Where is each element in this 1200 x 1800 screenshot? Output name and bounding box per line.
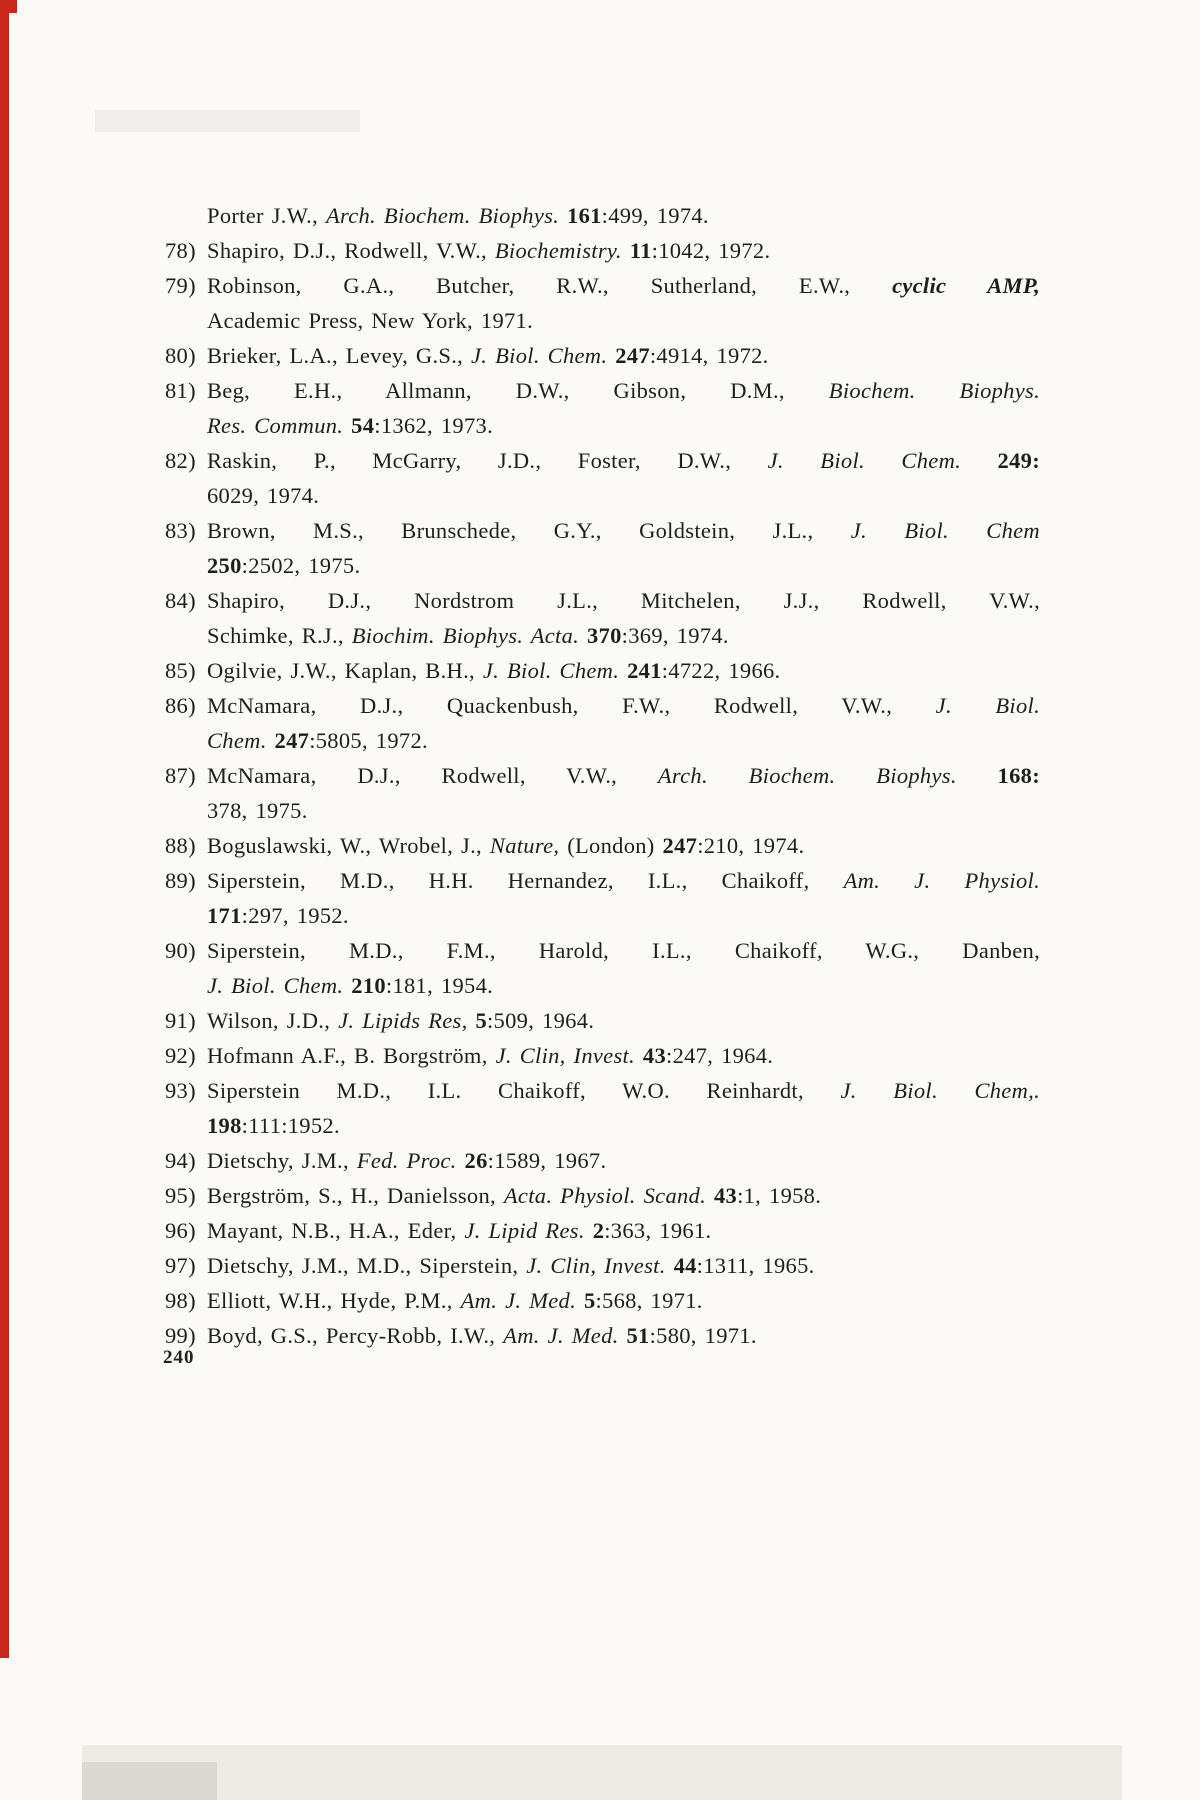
reference-text-segment: :210, 1974. — [697, 833, 805, 858]
reference-text-segment: Am. J. Med. — [460, 1288, 584, 1313]
reference-continuation-line — [165, 1108, 1040, 1143]
reference-text-segment: J. Biol. Chem — [850, 518, 1040, 543]
reference-text-segment: Shapiro, D.J., Nordstrom J.L., Mitchelen, J.J., Rodwell, V.W., — [207, 588, 1040, 613]
reference-text-segment: 247 — [662, 833, 698, 858]
reference-text-segment: 6029, 1974. — [207, 483, 320, 508]
reference-text-segment: 54 — [351, 413, 375, 438]
reference-text-segment: Raskin, P., McGarry, J.D., Foster, D.W., — [207, 448, 768, 473]
reference-line — [165, 268, 1040, 303]
reference-text-segment: 43 — [713, 1183, 738, 1208]
reference-number: 97) — [165, 1253, 196, 1278]
reference-text-segment: :247, 1964. — [666, 1043, 774, 1068]
reference-text-segment: Bergström, S., H., Danielsson, — [207, 1183, 504, 1208]
reference-item — [165, 1143, 1040, 1178]
reference-text-segment: Chem. — [207, 728, 275, 753]
reference-number: 85) — [165, 658, 196, 683]
reference-line — [165, 198, 1040, 233]
reference-text-segment: Brown, M.S., Brunschede, G.Y., Goldstein, J.L., — [207, 518, 851, 543]
reference-text-segment: Beg, E.H., Allmann, D.W., Gibson, D.M., — [207, 378, 829, 403]
reference-text-segment: 247 — [615, 343, 650, 368]
reference-number: 82) — [165, 448, 196, 473]
reference-item — [165, 338, 1040, 373]
reference-continuation-line — [165, 898, 1040, 933]
reference-continuation-line — [165, 478, 1040, 513]
reference-text-segment: J. Biol. Chem. — [470, 343, 616, 368]
reference-text-segment: Siperstein M.D., I.L. Chaikoff, W.O. Reinhardt, — [207, 1078, 841, 1103]
reference-item — [165, 933, 1040, 1003]
reference-text-segment: Nature, — [489, 833, 568, 858]
reference-text-segment: Biochemistry. — [494, 238, 630, 263]
reference-line — [165, 1283, 1040, 1318]
reference-number: 93) — [165, 1078, 196, 1103]
reference-text-segment: 43 — [642, 1043, 667, 1068]
reference-line — [165, 1038, 1040, 1073]
reference-line — [165, 863, 1040, 898]
reference-text-segment: Porter J.W., — [207, 203, 326, 228]
reference-number: 94) — [165, 1148, 196, 1173]
reference-number: 98) — [165, 1288, 196, 1313]
reference-number: 91) — [165, 1008, 196, 1033]
reference-item — [165, 233, 1040, 268]
reference-text-segment: Hofmann A.F., B. Borgström, — [207, 1043, 496, 1068]
page-number: 240 — [163, 1347, 195, 1368]
reference-text-segment: 168 — [997, 763, 1033, 788]
reference-number: 83) — [165, 518, 196, 543]
reference-number: 80) — [165, 343, 196, 368]
reference-line — [165, 653, 1040, 688]
reference-text-segment: 370 — [587, 623, 622, 648]
reference-line — [165, 373, 1040, 408]
reference-text-segment: J. Biol. Chem. — [207, 973, 352, 998]
reference-list — [165, 198, 1040, 1353]
reference-line — [165, 1073, 1040, 1108]
reference-text-segment: J. Clin, Invest. — [526, 1253, 674, 1278]
reference-number: 84) — [165, 588, 196, 613]
reference-line — [165, 933, 1040, 968]
reference-text-segment: :111:1952. — [241, 1113, 340, 1138]
reference-number: 89) — [165, 868, 196, 893]
reference-text-segment: : — [1032, 763, 1040, 788]
reference-number: 87) — [165, 763, 196, 788]
reference-number: 86) — [165, 693, 196, 718]
reference-text-segment: J. Clin, Invest. — [495, 1043, 643, 1068]
reference-item — [165, 1248, 1040, 1283]
reference-text-segment: Boguslawski, W., Wrobel, J., — [207, 833, 490, 858]
reference-line — [165, 233, 1040, 268]
reference-text-segment: 5 — [583, 1288, 596, 1313]
reference-text-segment: :499, 1974. — [601, 203, 709, 228]
reference-line — [165, 338, 1040, 373]
reference-text-segment: Biochem. Biophys. — [828, 378, 1040, 403]
reference-text-segment: 2 — [592, 1218, 605, 1243]
reference-item — [165, 443, 1040, 513]
reference-text-segment: 198 — [207, 1113, 242, 1138]
reference-item — [165, 653, 1040, 688]
reference-number: 78) — [165, 238, 196, 263]
reference-item — [165, 1318, 1040, 1353]
reference-text-segment: 44 — [673, 1253, 697, 1278]
reference-text-segment: 249 — [997, 448, 1033, 473]
reference-text-segment: J. Biol. Chem. — [482, 658, 628, 683]
reference-text-segment: Siperstein, M.D., H.H. Hernandez, I.L., Chaikoff, — [207, 868, 844, 893]
reference-item — [165, 1178, 1040, 1213]
reference-text-segment: :1311, 1965. — [696, 1253, 815, 1278]
reference-text-segment: Wilson, J.D., — [207, 1008, 339, 1033]
reference-text-segment: :5805, 1972. — [309, 728, 428, 753]
reference-item — [165, 373, 1040, 443]
reference-text-segment: 210 — [351, 973, 386, 998]
reference-text-segment: :1042, 1972. — [651, 238, 771, 263]
reference-line — [165, 1318, 1040, 1353]
reference-item — [165, 198, 1040, 233]
reference-text-segment: (London) — [567, 833, 663, 858]
reference-number: 95) — [165, 1183, 196, 1208]
reference-item — [165, 1003, 1040, 1038]
reference-text-segment: McNamara, D.J., Rodwell, V.W., — [207, 763, 658, 788]
reference-text-segment: :1589, 1967. — [487, 1148, 607, 1173]
reference-item — [165, 863, 1040, 933]
reference-line — [165, 513, 1040, 548]
reference-text-segment: Arch. Biochem. Biophys. — [325, 203, 568, 228]
reference-text-segment: 161 — [567, 203, 602, 228]
reference-text-segment: :1362, 1973. — [374, 413, 493, 438]
reference-item — [165, 268, 1040, 338]
reference-continuation-line — [165, 793, 1040, 828]
scan-artifact-bottom-left-shadow — [82, 1762, 217, 1800]
reference-text-segment: :1, 1958. — [737, 1183, 822, 1208]
scan-artifact-corner-red-block — [0, 0, 17, 13]
reference-line — [165, 1213, 1040, 1248]
reference-line — [165, 1178, 1040, 1213]
reference-text-segment: :4914, 1972. — [649, 343, 769, 368]
reference-text-segment: Dietschy, J.M., M.D., Siperstein, — [207, 1253, 527, 1278]
reference-text-segment: 5 — [475, 1008, 487, 1033]
reference-item — [165, 583, 1040, 653]
reference-text-segment: :568, 1971. — [595, 1288, 703, 1313]
reference-text-segment: Res. Commun. — [207, 413, 352, 438]
reference-text-segment: : — [1032, 448, 1040, 473]
reference-text-segment: 250 — [207, 553, 242, 578]
reference-line — [165, 1003, 1040, 1038]
reference-text-segment: 378, 1975. — [207, 798, 308, 823]
reference-continuation-line — [165, 303, 1040, 338]
reference-text-segment: :580, 1971. — [649, 1323, 757, 1348]
reference-number: 79) — [165, 273, 196, 298]
reference-text-segment: J. Biol. Chem,. — [840, 1078, 1040, 1103]
reference-text-segment: 51 — [626, 1323, 650, 1348]
reference-number: 96) — [165, 1218, 196, 1243]
reference-line — [165, 1143, 1040, 1178]
reference-text-segment: McNamara, D.J., Quackenbush, F.W., Rodwell, V.W., — [207, 693, 936, 718]
reference-text-segment: :2502, 1975. — [241, 553, 361, 578]
reference-line — [165, 828, 1040, 863]
reference-item — [165, 513, 1040, 583]
reference-text-segment: Brieker, L.A., Levey, G.S., — [207, 343, 471, 368]
reference-text-segment: Elliott, W.H., Hyde, P.M., — [207, 1288, 461, 1313]
reference-number: 90) — [165, 938, 196, 963]
reference-text-segment: J. Biol. Chem. — [767, 448, 998, 473]
reference-text-segment: :181, 1954. — [385, 973, 494, 998]
reference-continuation-line — [165, 408, 1040, 443]
reference-text-segment: 247 — [274, 728, 310, 753]
reference-text-segment: Am. J. Med. — [503, 1323, 627, 1348]
scan-artifact-bottom-shadow — [82, 1745, 1122, 1800]
reference-continuation-line — [165, 723, 1040, 758]
reference-text-segment: Mayant, N.B., H.A., Eder, — [207, 1218, 465, 1243]
reference-text-segment: 171 — [207, 903, 242, 928]
reference-text-segment: Ogilvie, J.W., Kaplan, B.H., — [207, 658, 483, 683]
reference-number: 81) — [165, 378, 196, 403]
reference-text-segment: Shapiro, D.J., Rodwell, V.W., — [207, 238, 495, 263]
reference-item — [165, 1038, 1040, 1073]
reference-text-segment: Arch. Biochem. Biophys. — [657, 763, 998, 788]
reference-text-segment: 11 — [629, 238, 652, 263]
reference-text-segment: J. Lipids Res, — [338, 1008, 476, 1033]
reference-line — [165, 583, 1040, 618]
reference-item — [165, 1283, 1040, 1318]
reference-text-segment: :369, 1974. — [621, 623, 729, 648]
reference-continuation-line — [165, 618, 1040, 653]
reference-line — [165, 758, 1040, 793]
reference-text-segment: 26 — [464, 1148, 488, 1173]
reference-item — [165, 1213, 1040, 1248]
reference-text-segment: Acta. Physiol. Scand. — [503, 1183, 714, 1208]
reference-text-segment: Biochim. Biophys. Acta. — [351, 623, 588, 648]
scan-artifact-top-shadow — [95, 110, 360, 132]
reference-text-segment: 241 — [627, 658, 662, 683]
reference-text-segment: Boyd, G.S., Percy-Robb, I.W., — [207, 1323, 504, 1348]
reference-text-segment: :509, 1964. — [487, 1008, 595, 1033]
reference-text-segment: Robinson, G.A., Butcher, R.W., Sutherland, E.W., — [207, 273, 893, 298]
reference-line — [165, 1248, 1040, 1283]
reference-item — [165, 1073, 1040, 1143]
reference-text-segment: J. Lipid Res. — [464, 1218, 593, 1243]
reference-line — [165, 688, 1040, 723]
reference-text-segment: Fed. Proc. — [356, 1148, 465, 1173]
reference-text-segment: J. Biol. — [935, 693, 1040, 718]
reference-number: 92) — [165, 1043, 196, 1068]
reference-number: 99) — [165, 1323, 196, 1348]
scan-artifact-left-red-strip — [0, 0, 9, 1658]
reference-text-segment: Dietschy, J.M., — [207, 1148, 357, 1173]
reference-text-segment: Am. J. Physiol. — [843, 868, 1040, 893]
reference-item — [165, 688, 1040, 758]
reference-item — [165, 758, 1040, 828]
reference-text-segment: :363, 1961. — [604, 1218, 712, 1243]
reference-continuation-line — [165, 548, 1040, 583]
reference-text-segment: cyclic AMP, — [892, 273, 1040, 298]
reference-number: 88) — [165, 833, 196, 858]
reference-text-segment: Academic Press, New York, 1971. — [207, 308, 534, 333]
reference-text-segment: Siperstein, M.D., F.M., Harold, I.L., Chaikoff, W.G., Danben, — [207, 938, 1040, 963]
reference-continuation-line — [165, 968, 1040, 1003]
reference-line — [165, 443, 1040, 478]
reference-text-segment: Schimke, R.J., — [207, 623, 352, 648]
reference-item — [165, 828, 1040, 863]
reference-text-segment: :4722, 1966. — [661, 658, 781, 683]
reference-text-segment: :297, 1952. — [241, 903, 349, 928]
